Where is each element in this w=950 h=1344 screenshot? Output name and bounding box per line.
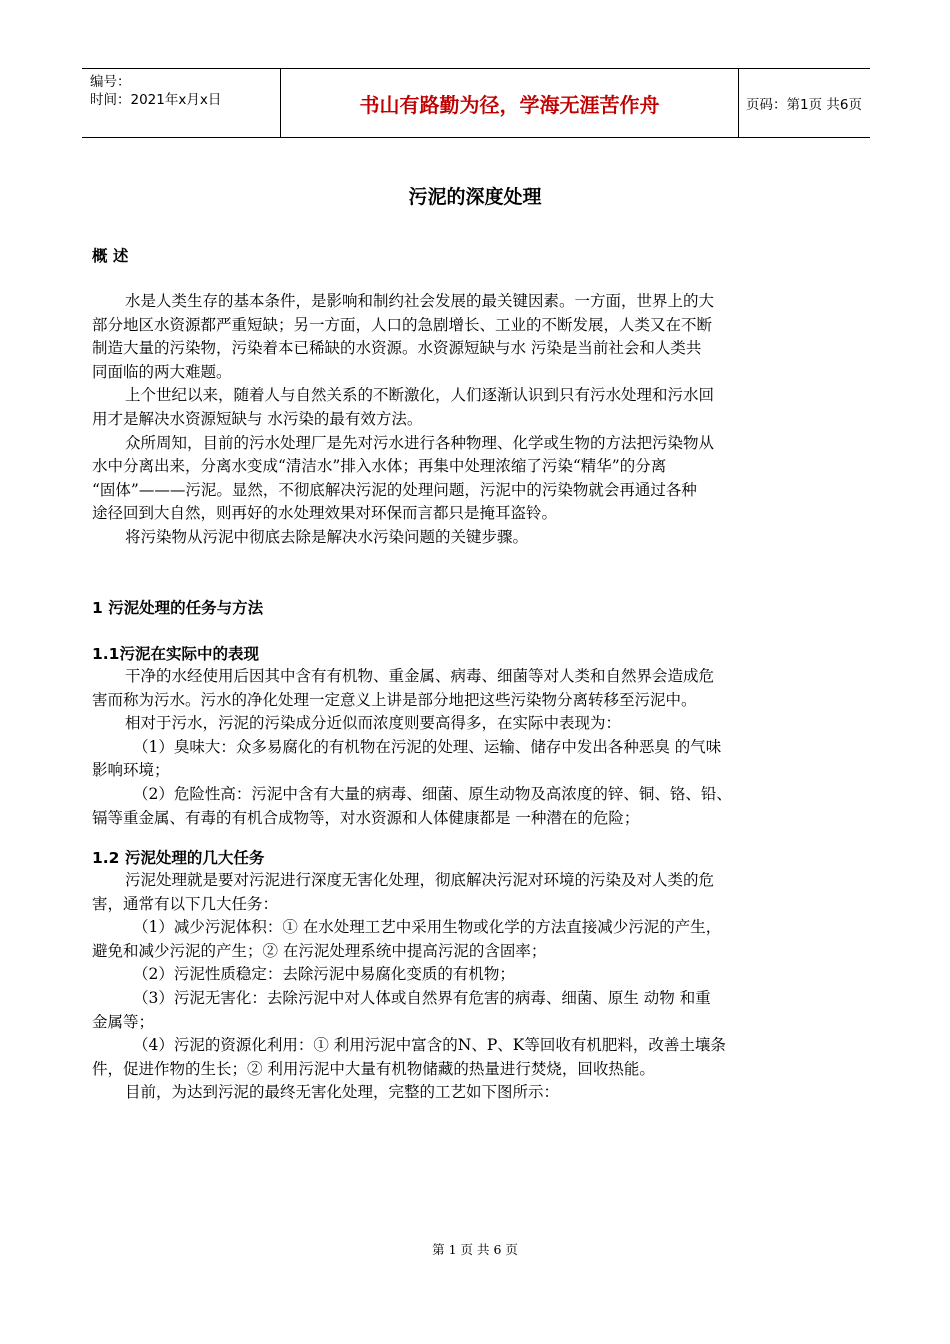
text-line: 目前，为达到污泥的最终无害化处理，完整的工艺如下图所示：	[125, 1083, 560, 1102]
text-line: （1）减少污泥体积：① 在水处理工艺中采用生物或化学的方法直接减少污泥的产生，	[133, 918, 722, 937]
section-1-2-heading: 1.2 污泥处理的几大任务	[92, 849, 265, 867]
text-line: 干净的水经使用后因其中含有有机物、重金属、病毒、细菌等对人类和自然界会造成危	[125, 667, 715, 685]
text-line: （3）污泥无害化：去除污泥中对人体或自然界有危害的病毒、细菌、原生 动物 和重	[133, 988, 711, 1007]
header-meta-cell	[82, 69, 281, 137]
text-line: 途径回到大自然，则再好的水处理效果对环保而言都只是掩耳盗铃。	[92, 504, 558, 523]
text-line: （2）污泥性质稳定：去除污泥中易腐化变质的有机物；	[133, 965, 515, 984]
overview-body	[92, 290, 856, 550]
section-1-heading: 1 污泥处理的任务与方法	[92, 599, 264, 617]
text-line: 用才是解决水资源短缺与 水污染的最有效方法。	[92, 409, 423, 428]
text-line: 水中分离出来，分离水变成“清洁水”排入水体；再集中处理浓缩了污染“精华”的分离	[92, 457, 667, 476]
text-line: 相对于污水，污泥的污染成分近似而浓度则要高得多，在实际中表现为：	[125, 714, 622, 733]
section-1-2-body	[92, 869, 856, 1105]
section-1-1-body	[92, 665, 856, 830]
text-line: “固体”———污泥。显然，不彻底解决污泥的处理问题，污泥中的污染物就会再通过各种	[92, 480, 697, 499]
number-label: 编号：	[90, 74, 131, 90]
section-1-1-heading: 1.1污泥在实际中的表现	[92, 645, 259, 663]
text-line: 部分地区水资源都严重短缺；另一方面，人口的急剧增长、工业的不断发展，人类又在不断	[92, 315, 713, 334]
text-line: 镉等重金属、有毒的有机合成物等，对水资源和人体健康都是 一种潜在的危险；	[92, 808, 640, 827]
text-line: 将污染物从污泥中彻底去除是解决水污染问题的关键步骤。	[125, 527, 529, 546]
text-line: 避免和减少污泥的产生；② 在污泥处理系统中提高污泥的含固率；	[92, 941, 547, 960]
text-line: 害而称为污水。污水的净化处理一定意义上讲是部分地把这些污染物分离转移至污泥中。	[92, 690, 697, 709]
date-label: 时间：2021年x月x日	[90, 92, 222, 108]
text-line: （2）危险性高：污泥中含有大量的病毒、细菌、原生动物及高浓度的锌、铜、铬、铅、	[133, 784, 732, 803]
text-line: 金属等；	[92, 1012, 155, 1031]
text-line: 上个世纪以来，随着人与自然关系的不断激化，人们逐渐认识到只有污水处理和污水回	[125, 386, 715, 405]
page-footer: 第 1 页 共 6 页	[432, 1242, 518, 1257]
motto: 书山有路勤为径，学海无涯苦作舟	[281, 69, 739, 137]
text-line: 污泥处理就是要对污泥进行深度无害化处理，彻底解决污泥对环境的污染及对人类的危	[125, 871, 715, 889]
page-info: 页码：第1页 共6页	[746, 97, 862, 113]
text-line: 同面临的两大难题。	[92, 362, 232, 381]
overview-heading: 概 述	[92, 247, 129, 265]
text-line: 件，促进作物的生长；② 利用污泥中大量有机物储藏的热量进行焚烧，回收热能。	[92, 1059, 655, 1078]
text-line: （4）污泥的资源化利用：① 利用污泥中富含的N、P、K等回收有机肥料，改善土壤条	[133, 1036, 726, 1055]
document-title: 污泥的深度处理	[408, 186, 542, 208]
text-line: 影响环境；	[92, 761, 170, 780]
text-line: （1）臭味大：众多易腐化的有机物在污泥的处理、运输、储存中发出各种恶臭 的气味	[133, 737, 722, 756]
text-line: 众所周知，目前的污水处理厂是先对污水进行各种物理、化学或生物的方法把污染物从	[125, 433, 715, 452]
text-line: 害，通常有以下几大任务：	[92, 894, 279, 913]
header-table	[82, 68, 870, 138]
text-line: 水是人类生存的基本条件，是影响和制约社会发展的最关键因素。一方面，世界上的大	[125, 292, 715, 310]
text-line: 制造大量的污染物，污染着本已稀缺的水资源。水资源短缺与水 污染是当前社会和人类共	[92, 339, 702, 358]
